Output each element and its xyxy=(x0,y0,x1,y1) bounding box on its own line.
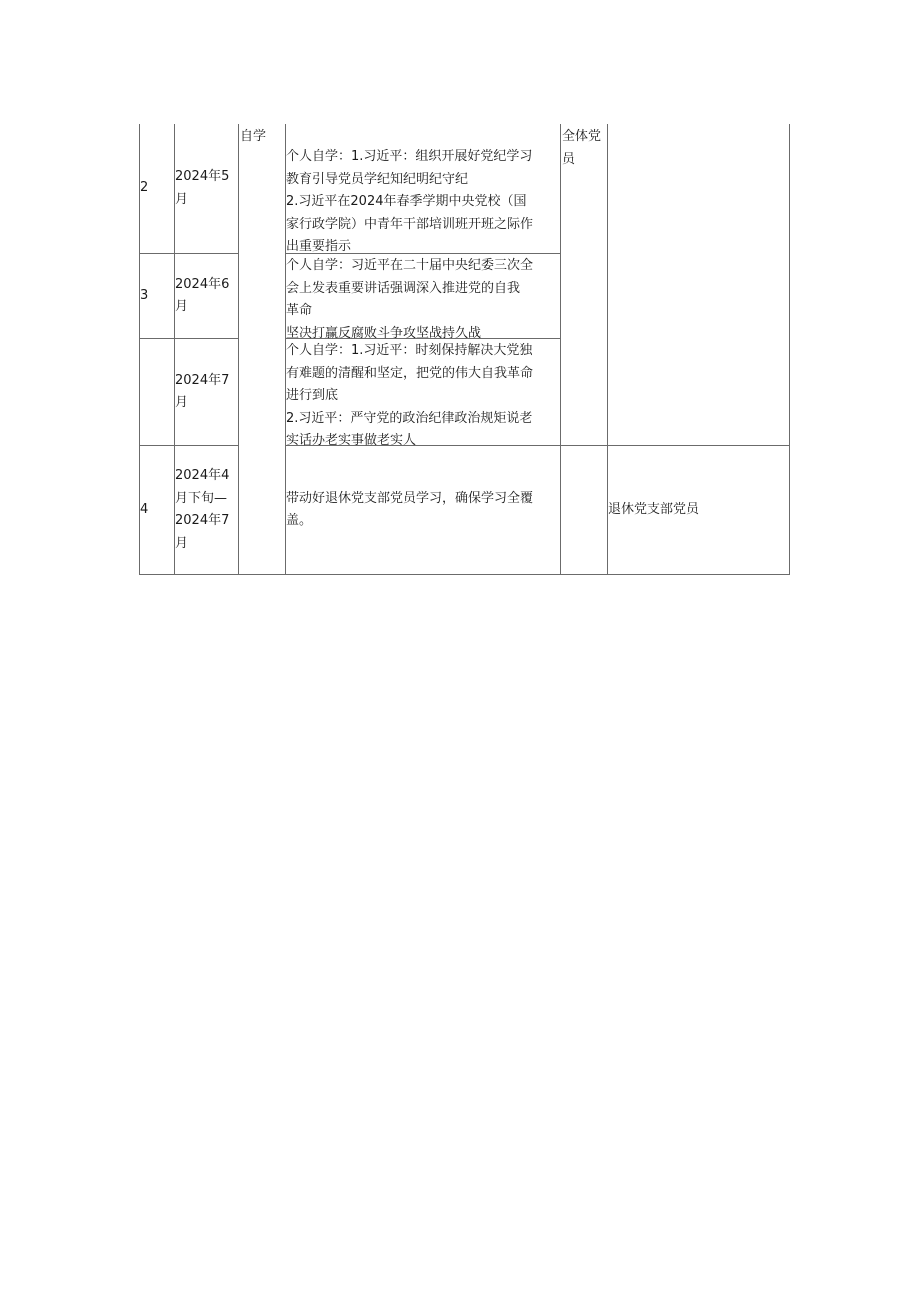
row-content: 个人自学：习近平在二十届中央纪委三次全 会上发表重要讲话强调深入推进党的自我 革命 坚决打赢反腐败斗争攻坚战持久战 xyxy=(286,258,534,341)
row-content: 带动好退休党支部党员学习，确保学习全覆 盖。 xyxy=(286,490,534,528)
column-divider-date xyxy=(238,124,239,575)
column-divider-content xyxy=(560,124,561,575)
method-label: 自学 xyxy=(240,129,267,144)
participants-all-line-2: 员 xyxy=(562,151,576,167)
row-date: 2024年5 月 xyxy=(175,169,230,207)
table-border-bottom xyxy=(139,574,790,575)
row-index: 4 xyxy=(140,501,149,517)
row-index: 2 xyxy=(140,180,149,196)
row-date: 2024年7 月 xyxy=(175,372,230,410)
participants-all-line-1: 全体党 xyxy=(562,129,602,144)
table-border-right xyxy=(789,124,790,575)
row-participants: 退休党支部党员 xyxy=(608,501,700,517)
row-date: 2024年4 月下旬— 2024年7 月 xyxy=(175,468,230,551)
row-content: 个人自学：1.习近平：组织开展好党纪学习 教育引导党员学纪知纪明纪守纪 2.习近平在2024年春季学期中央党校（国 家行政学院）中青年干部培训班开班之际作 出重要指示 xyxy=(286,149,534,254)
row-index: 3 xyxy=(140,287,149,303)
participants-all-cell xyxy=(562,126,606,171)
study-plan-table xyxy=(0,0,920,600)
row-content: 个人自学：1.习近平：时刻保持解决大党独 有难题的清醒和坚定，把党的伟大自我革命 进行到底 2.习近平：严守党的政治纪律政治规矩说老 实话办老实事做老实人 xyxy=(286,343,534,448)
row-date: 2024年6 月 xyxy=(175,276,230,314)
row-index xyxy=(140,339,173,445)
method-cell xyxy=(240,126,284,149)
